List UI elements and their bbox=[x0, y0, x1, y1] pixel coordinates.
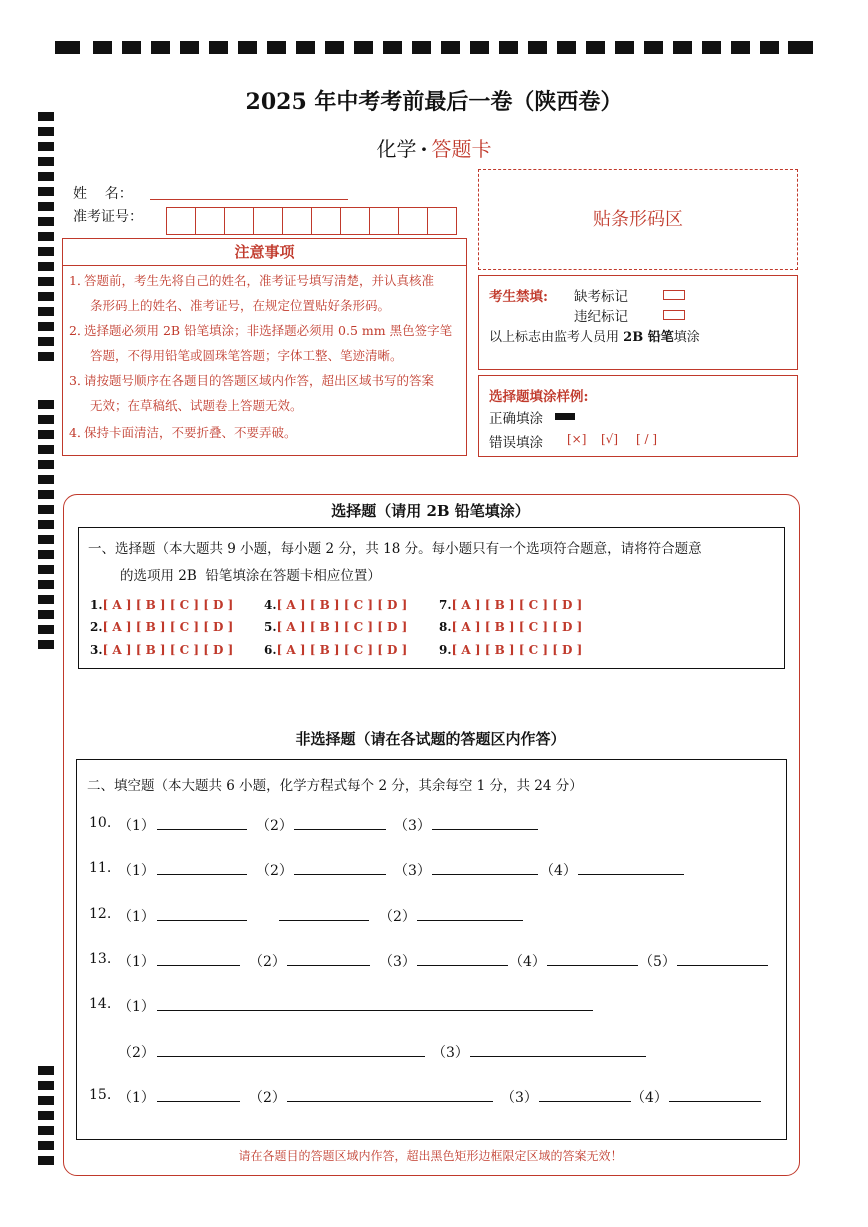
answer-blank[interactable] bbox=[294, 874, 386, 875]
answer-blank[interactable] bbox=[578, 874, 684, 875]
exam-id-cell[interactable] bbox=[196, 208, 225, 234]
timing-mark bbox=[38, 322, 54, 331]
timing-mark bbox=[38, 1141, 54, 1150]
choice-question[interactable]: 9.[ A ] [ B ] [ C ] [ D ] bbox=[439, 643, 583, 657]
barcode-area: 贴条形码区 bbox=[478, 169, 798, 270]
timing-mark bbox=[38, 247, 54, 256]
timing-mark bbox=[38, 460, 54, 469]
answer-blank[interactable] bbox=[157, 920, 247, 921]
part-label: （2） bbox=[256, 863, 293, 879]
part-label: （1） bbox=[118, 954, 155, 970]
exam-id-cell[interactable] bbox=[341, 208, 370, 234]
choice-instruction: 的选项用 2B 铅笔填涂在答题卡相应位置） bbox=[120, 568, 381, 584]
page-title: 2025 年中考考前最后一卷（陕西卷） bbox=[245, 89, 623, 115]
timing-mark bbox=[528, 41, 547, 54]
timing-mark bbox=[38, 1126, 54, 1135]
timing-mark bbox=[412, 41, 431, 54]
timing-mark bbox=[673, 41, 692, 54]
notice-item: 2．选择题必须用 2B 铅笔填涂；非选择题必须用 0.5 mm 黑色签字笔 答题，不得用铅笔或圆珠笔答题；字体工整、笔迹清晰。 bbox=[69, 323, 453, 363]
timing-mark bbox=[38, 1111, 54, 1120]
timing-mark bbox=[38, 1066, 54, 1075]
choice-answer-box bbox=[78, 527, 785, 669]
answer-sheet-label: 答题卡 bbox=[431, 137, 492, 161]
choice-question[interactable]: 2.[ A ] [ B ] [ C ] [ D ] bbox=[90, 620, 234, 634]
answer-blank[interactable] bbox=[669, 1101, 761, 1102]
footer-warning: 请在各题目的答题区域内作答，超出黑色矩形边框限定区域的答案无效！ bbox=[238, 1149, 623, 1163]
timing-mark bbox=[788, 41, 813, 54]
notice-item: 3．请按题号顺序在各题目的答题区域内作答，超出区域书写的答案 无效；在草稿纸、试题卷上答题无效。 bbox=[69, 373, 435, 413]
timing-mark bbox=[470, 41, 489, 54]
answer-blank[interactable] bbox=[470, 1056, 646, 1057]
timing-mark bbox=[55, 41, 80, 54]
subtitle-dot: · bbox=[420, 137, 428, 161]
timing-mark bbox=[38, 292, 54, 301]
answer-blank[interactable] bbox=[157, 1010, 593, 1011]
absent-mark-box[interactable] bbox=[663, 290, 685, 300]
part-label: （2） bbox=[379, 909, 416, 925]
part-label: （2） bbox=[249, 1090, 286, 1106]
part-label: （3） bbox=[379, 954, 416, 970]
timing-mark bbox=[38, 445, 54, 454]
exam-id-cell[interactable] bbox=[399, 208, 428, 234]
answer-blank[interactable] bbox=[417, 920, 523, 921]
timing-mark bbox=[38, 475, 54, 484]
part-label: （1） bbox=[118, 863, 155, 879]
timing-mark bbox=[38, 595, 54, 604]
answer-blank[interactable] bbox=[677, 965, 768, 966]
fill-in-instruction: 二、填空题（本大题共 6 小题，化学方程式每个 2 分，其余每空 1 分，共 24 分） bbox=[87, 778, 583, 794]
page-subtitle bbox=[0, 133, 868, 162]
part-label: （3） bbox=[394, 818, 431, 834]
timing-mark bbox=[38, 610, 54, 619]
question-number: 13. bbox=[89, 951, 112, 967]
part-label: （3） bbox=[501, 1090, 538, 1106]
timing-mark bbox=[296, 41, 315, 54]
timing-mark bbox=[38, 640, 54, 649]
timing-mark bbox=[151, 41, 170, 54]
timing-mark bbox=[38, 232, 54, 241]
timing-mark bbox=[38, 1156, 54, 1165]
timing-mark bbox=[93, 41, 112, 54]
proctor-label: 考生禁填: bbox=[489, 289, 548, 305]
wrong-fill-sample: [×] bbox=[567, 432, 587, 446]
part-label: （4） bbox=[631, 1090, 668, 1106]
part-label: （2） bbox=[249, 954, 286, 970]
part-label: （4） bbox=[540, 863, 577, 879]
timing-mark bbox=[731, 41, 750, 54]
timing-mark bbox=[38, 187, 54, 196]
timing-mark bbox=[38, 490, 54, 499]
timing-mark bbox=[38, 172, 54, 181]
choice-question[interactable]: 3.[ A ] [ B ] [ C ] [ D ] bbox=[90, 643, 234, 657]
timing-mark bbox=[557, 41, 576, 54]
timing-mark bbox=[383, 41, 402, 54]
question-number: 12. bbox=[89, 906, 112, 922]
wrong-fill-sample: [√] bbox=[601, 432, 619, 446]
exam-id-cell[interactable] bbox=[312, 208, 341, 234]
timing-mark bbox=[38, 565, 54, 574]
answer-blank[interactable] bbox=[539, 1101, 631, 1102]
timing-mark bbox=[38, 550, 54, 559]
exam-id-cell[interactable] bbox=[225, 208, 254, 234]
timing-mark bbox=[38, 277, 54, 286]
timing-mark bbox=[615, 41, 634, 54]
choice-question[interactable]: 8.[ A ] [ B ] [ C ] [ D ] bbox=[439, 620, 583, 634]
timing-mark bbox=[122, 41, 141, 54]
exam-id-label: 准考证号： bbox=[73, 209, 143, 225]
notice-item: 1．答题前，考生先将自己的姓名，准考证号填写清楚，并认真核准 条形码上的姓名、准考证号，在规定位置贴好条形码。 bbox=[69, 273, 435, 313]
notice-heading: 注意事项 bbox=[62, 238, 467, 266]
question-number: 14. bbox=[89, 996, 112, 1012]
choice-section-title: 选择题（请用 2B 铅笔填涂） bbox=[331, 502, 530, 520]
part-label: （5） bbox=[639, 954, 676, 970]
timing-mark bbox=[354, 41, 373, 54]
answer-blank[interactable] bbox=[547, 965, 638, 966]
timing-mark bbox=[38, 430, 54, 439]
answer-blank[interactable] bbox=[432, 874, 538, 875]
subject-label: 化学 bbox=[376, 137, 417, 161]
timing-mark bbox=[267, 41, 286, 54]
fill-in-answer-box bbox=[76, 759, 787, 1140]
timing-mark bbox=[38, 307, 54, 316]
answer-blank[interactable] bbox=[417, 965, 508, 966]
exam-id-grid[interactable] bbox=[166, 207, 457, 235]
question-number: 15. bbox=[89, 1087, 112, 1103]
part-label: （1） bbox=[118, 1090, 155, 1106]
question-number: 11. bbox=[89, 860, 112, 876]
part-label: （1） bbox=[118, 909, 155, 925]
timing-mark bbox=[38, 535, 54, 544]
choice-question[interactable]: 6.[ A ] [ B ] [ C ] [ D ] bbox=[264, 643, 408, 657]
timing-mark bbox=[38, 415, 54, 424]
correct-fill-label: 正确填涂 bbox=[489, 411, 543, 427]
exam-id-cell[interactable] bbox=[428, 208, 456, 234]
wrong-fill-sample: [ / ] bbox=[636, 432, 658, 446]
timing-mark bbox=[38, 580, 54, 589]
part-label: （2） bbox=[256, 818, 293, 834]
choice-question[interactable]: 7.[ A ] [ B ] [ C ] [ D ] bbox=[439, 598, 583, 612]
choice-instruction: 一、选择题（本大题共 9 小题，每小题 2 分，共 18 分。每小题只有一个选项符合题意，请将符合题意 bbox=[88, 541, 702, 557]
exam-id-cell[interactable] bbox=[283, 208, 312, 234]
correct-fill-sample bbox=[555, 413, 575, 420]
timing-mark bbox=[644, 41, 663, 54]
timing-mark bbox=[38, 520, 54, 529]
part-label: （2） bbox=[118, 1045, 155, 1061]
exam-id-cell[interactable] bbox=[167, 208, 196, 234]
timing-mark bbox=[38, 1096, 54, 1105]
part-label: （3） bbox=[394, 863, 431, 879]
timing-mark bbox=[38, 217, 54, 226]
nonchoice-section-title: 非选择题（请在各试题的答题区内作答） bbox=[295, 730, 566, 748]
proctor-note: 以上标志由监考人员用 2B 铅笔填涂 bbox=[489, 330, 700, 345]
answer-blank[interactable] bbox=[287, 1101, 493, 1102]
fill-example-panel bbox=[478, 375, 798, 457]
answer-blank[interactable] bbox=[157, 829, 247, 830]
choice-question[interactable]: 4.[ A ] [ B ] [ C ] [ D ] bbox=[264, 598, 408, 612]
answer-blank[interactable] bbox=[157, 874, 247, 875]
choice-question[interactable]: 1.[ A ] [ B ] [ C ] [ D ] bbox=[90, 598, 234, 612]
timing-mark bbox=[38, 1081, 54, 1090]
part-label: （4） bbox=[509, 954, 546, 970]
answer-blank[interactable] bbox=[157, 965, 240, 966]
part-label: （1） bbox=[118, 818, 155, 834]
part-label: （3） bbox=[432, 1045, 469, 1061]
timing-mark bbox=[38, 400, 54, 409]
proctor-only-panel bbox=[478, 275, 798, 370]
exam-id-cell[interactable] bbox=[370, 208, 399, 234]
timing-mark bbox=[38, 262, 54, 271]
question-number: 10. bbox=[89, 815, 112, 831]
answer-blank[interactable] bbox=[279, 920, 369, 921]
timing-mark bbox=[499, 41, 518, 54]
notice-item: 4．保持卡面清洁，不要折叠、不要弄破。 bbox=[69, 425, 297, 440]
wrong-fill-label: 错误填涂 bbox=[489, 435, 543, 451]
absent-label: 缺考标记 bbox=[574, 289, 628, 305]
answer-blank[interactable] bbox=[287, 965, 370, 966]
choice-question[interactable]: 5.[ A ] [ B ] [ C ] [ D ] bbox=[264, 620, 408, 634]
violation-mark-box[interactable] bbox=[663, 310, 685, 320]
timing-mark bbox=[238, 41, 257, 54]
timing-mark bbox=[441, 41, 460, 54]
answer-blank[interactable] bbox=[294, 829, 386, 830]
part-label: （1） bbox=[118, 999, 155, 1015]
timing-mark bbox=[38, 337, 54, 346]
timing-mark bbox=[325, 41, 344, 54]
timing-mark bbox=[760, 41, 779, 54]
timing-mark bbox=[586, 41, 605, 54]
timing-mark bbox=[38, 352, 54, 361]
timing-mark bbox=[702, 41, 721, 54]
timing-mark bbox=[38, 505, 54, 514]
timing-mark bbox=[38, 202, 54, 211]
violation-label: 违纪标记 bbox=[574, 309, 628, 325]
answer-blank[interactable] bbox=[432, 829, 538, 830]
name-label: 姓 名： bbox=[73, 186, 133, 202]
answer-blank[interactable] bbox=[157, 1101, 240, 1102]
timing-mark bbox=[38, 625, 54, 634]
timing-mark bbox=[209, 41, 228, 54]
name-field[interactable] bbox=[150, 199, 348, 200]
exam-id-cell[interactable] bbox=[254, 208, 283, 234]
notice-panel bbox=[62, 265, 467, 456]
fill-example-title: 选择题填涂样例: bbox=[489, 389, 589, 405]
timing-mark bbox=[180, 41, 199, 54]
answer-blank[interactable] bbox=[157, 1056, 425, 1057]
